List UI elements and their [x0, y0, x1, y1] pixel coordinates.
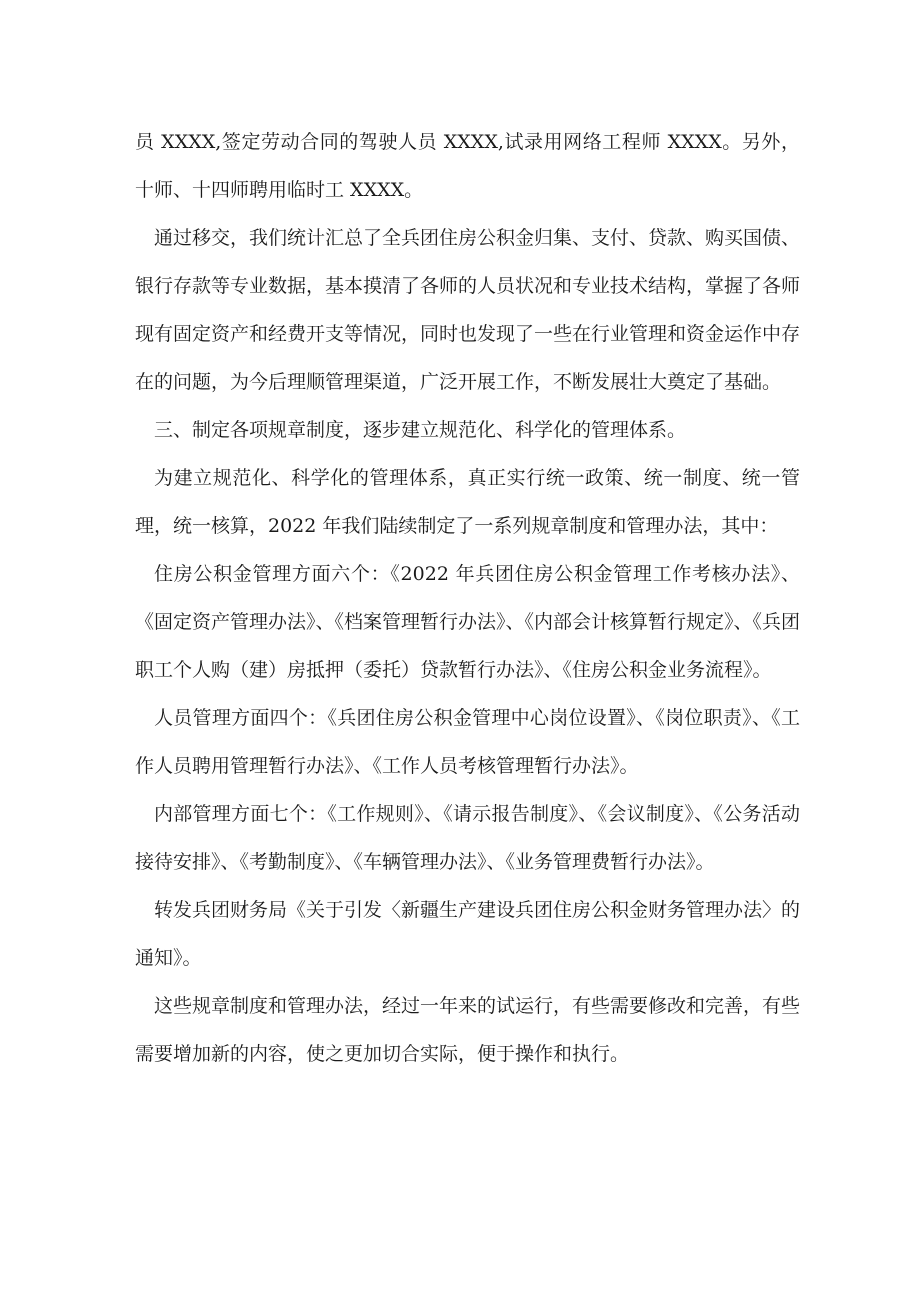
paragraph-4: 为建立规范化、科学化的管理体系，真正实行统一政策、统一制度、统一管理，统一核算，2022 年我们陆续制定了一系列规章制度和管理办法，其中： — [135, 467, 800, 537]
paragraph-housing-fund-rules: 住房公积金管理方面六个：《2022 年兵团住房公积金管理工作考核办法》、《固定资产管理办法》、《档案管理暂行办法》、《内部会计核算暂行规定》、《兵团职工个人购（建）房抵押（委托）贷款暂行办法》、《住房公积金业务流程》。 — [135, 563, 801, 681]
document-body — [135, 118, 800, 1078]
section-heading-3: 三、制定各项规章制度，逐步建立规范化、科学化的管理体系。 — [154, 419, 687, 441]
paragraph-1: 员 XXXX,签定劳动合同的驾驶人员 XXXX,试录用网络工程师 XXXX。另外，十师、十四师聘用临时工 XXXX。 — [135, 131, 800, 201]
paragraph-2: 通过移交，我们统计汇总了全兵团住房公积金归集、支付、贷款、购买国债、银行存款等专业数据，基本摸清了各师的人员状况和专业技术结构，掌握了各师现有固定资产和经费开支等情况，同时也发现了一些在行业管理和资金运作中存在的问题，为今后理顺管理渠道，广泛开展工作，不断发展壮大奠定了基础。 — [135, 227, 801, 393]
paragraph-closing: 这些规章制度和管理办法，经过一年来的试运行，有些需要修改和完善，有些需要增加新的内容，使之更加切合实际，便于操作和执行。 — [135, 995, 801, 1065]
paragraph-personnel-rules: 人员管理方面四个：《兵团住房公积金管理中心岗位设置》、《岗位职责》、《工作人员聘用管理暂行办法》、《工作人员考核管理暂行办法》。 — [135, 707, 800, 777]
paragraph-internal-rules: 内部管理方面七个：《工作规则》、《请示报告制度》、《会议制度》、《公务活动接待安排》、《考勤制度》、《车辆管理办法》、《业务管理费暂行办法》。 — [135, 803, 800, 873]
paragraph-forwarded-notice: 转发兵团财务局《关于引发〈新疆生产建设兵团住房公积金财务管理办法〉的通知》。 — [135, 899, 801, 969]
